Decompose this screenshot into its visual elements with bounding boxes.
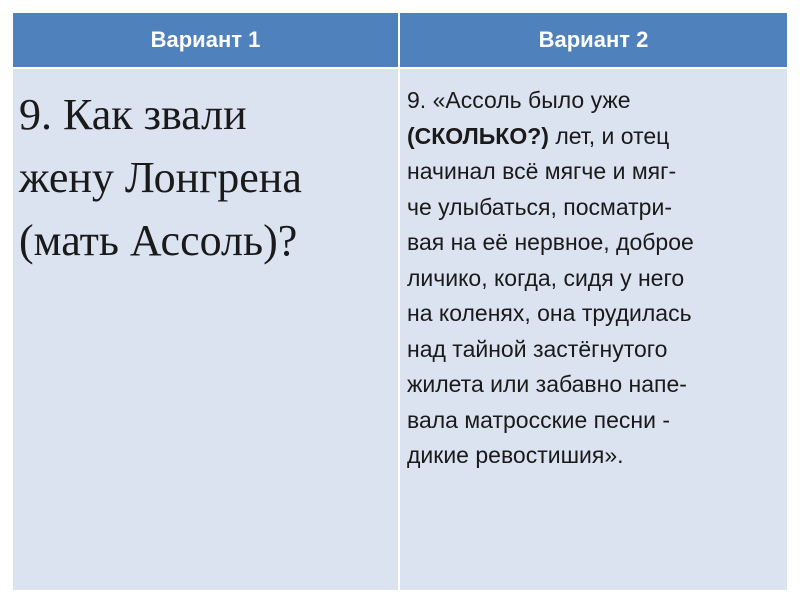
question-line: 9. Как звали bbox=[19, 90, 247, 139]
question-line: жену Лонгрена bbox=[19, 153, 302, 202]
passage-line: личико, когда, сидя у него bbox=[407, 264, 685, 291]
passage-line: вая на её нервное, доброе bbox=[407, 229, 694, 255]
passage-line: жилета или забавно напе- bbox=[407, 371, 687, 397]
passage-text bbox=[407, 83, 779, 474]
passage-line: на коленях, она трудилась bbox=[407, 300, 692, 326]
cell-variant-2 bbox=[400, 67, 787, 590]
cell-variant-1 bbox=[13, 67, 400, 590]
question-text bbox=[19, 83, 398, 272]
passage-line: над тайной застёгнутого bbox=[407, 335, 668, 362]
passage-line: дикие ревостишия». bbox=[407, 442, 624, 468]
header-variant-1: Вариант 1 bbox=[13, 13, 400, 67]
passage-line: 9. «Ассоль было уже bbox=[407, 87, 631, 113]
question-line: (мать Ассоль)? bbox=[19, 216, 298, 265]
passage-emphasis: (СКОЛЬКО?) bbox=[407, 122, 549, 149]
passage-line bbox=[407, 119, 779, 155]
passage-line-rest: лет, и отец bbox=[548, 122, 670, 149]
header-variant-2: Вариант 2 bbox=[400, 13, 787, 67]
passage-line: начинал всё мягче и мяг- bbox=[407, 158, 677, 184]
passage-line: вала матросские песни - bbox=[407, 406, 671, 433]
passage-line: че улыбаться, посматри- bbox=[407, 193, 672, 220]
comparison-table bbox=[13, 13, 787, 590]
